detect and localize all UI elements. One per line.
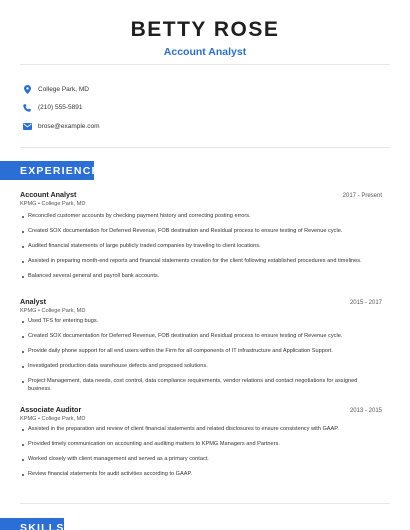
bullet-item: Investigated production data warehouse defects and proposed solutions. [20,363,382,371]
bullet-item: Assisted in preparing month-end reports and financial statements creation for the client following established procedures and timelines. [20,258,382,266]
bullet-item: Created SOX documentation for Deferred Revenue, FOB destination and Residual process to ensure testing of Revenue cycle. [20,333,382,341]
mail-icon [22,122,32,132]
job-header [20,297,382,306]
contact-location-text: College Park, MD [38,85,89,93]
bullet-item: Used TFS for entering bugs. [20,318,382,326]
phone-icon [22,103,32,113]
skills-heading: SKILLS [0,518,64,530]
job-entry [20,405,382,479]
candidate-name: BETTY ROSE [130,18,280,41]
job-bullets [20,426,382,479]
bullet-item: Created SOX documentation for Deferred Revenue, FOB destination and Residual process to ensure testing of Revenue cycle. [20,228,382,236]
divider [20,147,390,148]
bullet-item: Audited financial statements of large publicly traded companies by traveling to client locations. [20,243,382,251]
divider [20,64,390,65]
job-company: KPMG • College Park, MD [20,308,86,314]
job-entry [20,297,382,394]
job-bullets [20,213,382,281]
bullet-item: Provided timely communication on accounting and auditing matters to KPMG Managers and Partners. [20,441,382,449]
job-title: Associate Auditor [20,405,82,414]
bullet-item: Balanced several general and payroll bank accounts. [20,273,382,281]
divider [20,503,390,504]
job-dates: 2015 - 2017 [349,300,382,306]
contact-email-text: brose@example.com [38,123,100,130]
bullet-item: Reconciled customer accounts by checking payment history and correcting posting errors. [20,213,382,221]
contact-email[interactable] [20,118,100,136]
bullet-item: Review financial statements for audit activities according to GAAP. [20,471,382,479]
job-company: KPMG • College Park, MD [20,201,86,207]
location-pin-icon [22,84,32,94]
bullet-item: Provide daily phone support for all end users within the Firm for all components of IT infrastructure and Application Support. [20,348,382,356]
experience-heading: EXPERIENCE [0,161,94,180]
resume-header [0,0,410,58]
job-dates: 2013 - 2015 [349,408,382,414]
contact-phone-text: (210) 555-5891 [38,104,83,111]
job-company: KPMG • College Park, MD [20,416,86,422]
contact-location [20,80,89,98]
job-dates: 2017 - Present [342,193,382,199]
job-title: Analyst [20,297,46,306]
bullet-item: Project Management, data needs, cost control, data compliance requirements, vendor relations and contact negotiations for assigned business. [20,378,382,393]
bullet-item: Assisted in the preparation and review of client financial statements and related disclosures to ensure consistency with GAAP. [20,426,382,434]
contact-phone[interactable] [20,99,82,117]
candidate-title: Account Analyst [163,46,247,58]
job-title: Account Analyst [20,190,77,199]
job-header [20,190,382,199]
job-bullets [20,318,382,394]
job-header [20,405,382,414]
job-entry [20,190,382,281]
bullet-item: Worked closely with client management and served as a primary contact. [20,456,382,464]
